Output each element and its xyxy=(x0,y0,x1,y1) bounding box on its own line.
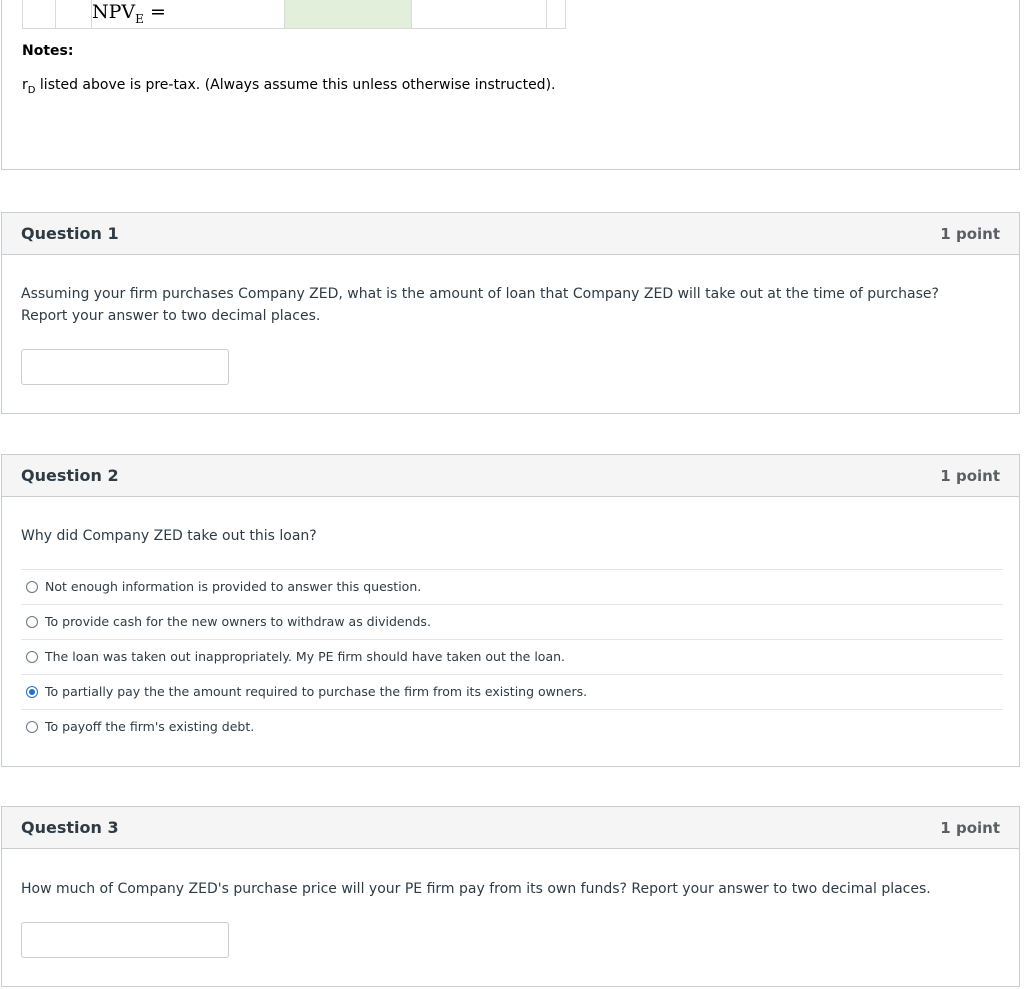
radio-button-selected[interactable] xyxy=(26,686,38,698)
answer-option[interactable] xyxy=(21,639,1003,674)
table-cell xyxy=(412,0,547,28)
npv-equity-label: $NPV_E$ = xyxy=(92,1,166,26)
question-header xyxy=(2,455,1019,497)
question-header xyxy=(2,807,1019,849)
question-points: 1 point xyxy=(940,819,1000,837)
radio-button[interactable] xyxy=(26,581,38,593)
table-cell xyxy=(23,0,56,28)
question-text: Why did Company ZED take out this loan? xyxy=(21,528,317,544)
answer-option-selected[interactable] xyxy=(21,674,1003,709)
answer-option[interactable] xyxy=(21,604,1003,639)
option-label[interactable]: Not enough information is provided to answer this question. xyxy=(45,579,422,594)
option-label[interactable]: To payoff the firm's existing debt. xyxy=(45,719,255,734)
option-label[interactable]: To partially pay the the amount required to purchase the firm from its existing owners. xyxy=(45,684,588,699)
question-title: Question 2 xyxy=(21,466,119,485)
question-header xyxy=(2,213,1019,255)
question-title: Question 1 xyxy=(21,224,119,243)
highlighted-input-cell[interactable] xyxy=(285,0,412,28)
question-text: Assuming your firm purchases Company ZED, what is the amount of loan that Company ZED will take out at the time of purchase? Report your answer to two decimal places. xyxy=(21,286,939,324)
question-title: Question 3 xyxy=(21,818,119,837)
radio-button[interactable] xyxy=(26,651,38,663)
answer-input[interactable] xyxy=(21,922,229,958)
notes-text: $r_D$ listed above is pre-tax. (Always assume this unless otherwise instructed). xyxy=(22,77,556,96)
question-3 xyxy=(1,806,1020,987)
answer-option[interactable] xyxy=(21,569,1003,604)
notes-heading: Notes: xyxy=(22,43,74,59)
radio-button[interactable] xyxy=(26,616,38,628)
answer-input[interactable] xyxy=(21,349,229,385)
option-label[interactable]: To provide cash for the new owners to withdraw as dividends. xyxy=(45,614,431,629)
answer-option[interactable] xyxy=(21,709,1003,744)
question-text: How much of Company ZED's purchase price will your PE firm pay from its own funds? Report your answer to two decimal places. xyxy=(21,881,931,897)
question-2 xyxy=(1,454,1020,767)
question-points: 1 point xyxy=(940,467,1000,485)
answer-options xyxy=(21,569,1003,744)
question-points: 1 point xyxy=(940,225,1000,243)
table-cell xyxy=(56,0,92,28)
intro-panel xyxy=(1,0,1020,170)
radio-button[interactable] xyxy=(26,721,38,733)
question-1 xyxy=(1,212,1020,414)
option-label[interactable]: The loan was taken out inappropriately. My PE firm should have taken out the loan. xyxy=(45,649,566,664)
